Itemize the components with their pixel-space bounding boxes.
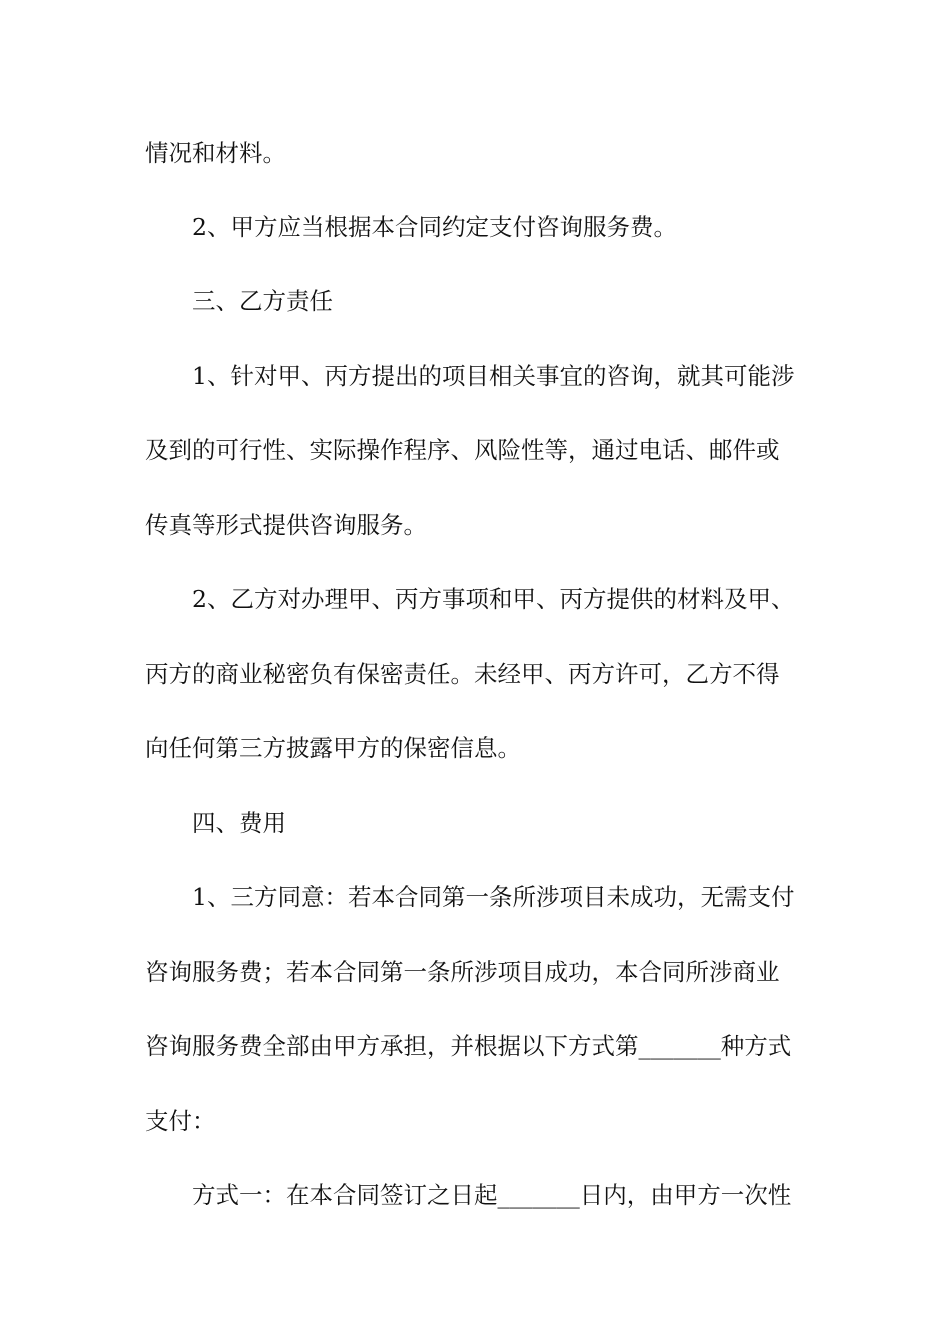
paragraph-line: 情况和材料。 (145, 139, 286, 167)
paragraph-line: 丙方的商业秘密负有保密责任。未经甲、丙方许可，乙方不得 (145, 660, 780, 688)
paragraph-line: 1、针对甲、丙方提出的项目相关事宜的咨询，就其可能涉 (192, 362, 795, 390)
section-heading: 三、乙方责任 (192, 287, 333, 315)
paragraph-line: 咨询服务费；若本合同第一条所涉项目成功，本合同所涉商业 (145, 958, 780, 986)
paragraph-line: 向任何第三方披露甲方的保密信息。 (145, 734, 521, 762)
paragraph-line: 及到的可行性、实际操作程序、风险性等，通过电话、邮件或 (145, 436, 780, 464)
section-heading: 四、费用 (192, 809, 286, 837)
paragraph-line: 2、乙方对办理甲、丙方事项和甲、丙方提供的材料及甲、 (192, 585, 795, 613)
paragraph-line: 咨询服务费全部由甲方承担，并根据以下方式第_______种方式 (145, 1032, 792, 1060)
paragraph-line: 2、甲方应当根据本合同约定支付咨询服务费。 (192, 213, 677, 241)
paragraph-line: 传真等形式提供咨询服务。 (145, 511, 427, 539)
paragraph-line: 支付： (145, 1107, 216, 1135)
paragraph-line: 1、三方同意：若本合同第一条所涉项目未成功，无需支付 (192, 883, 795, 911)
paragraph-line: 方式一：在本合同签订之日起_______日内，由甲方一次性 (192, 1181, 792, 1209)
